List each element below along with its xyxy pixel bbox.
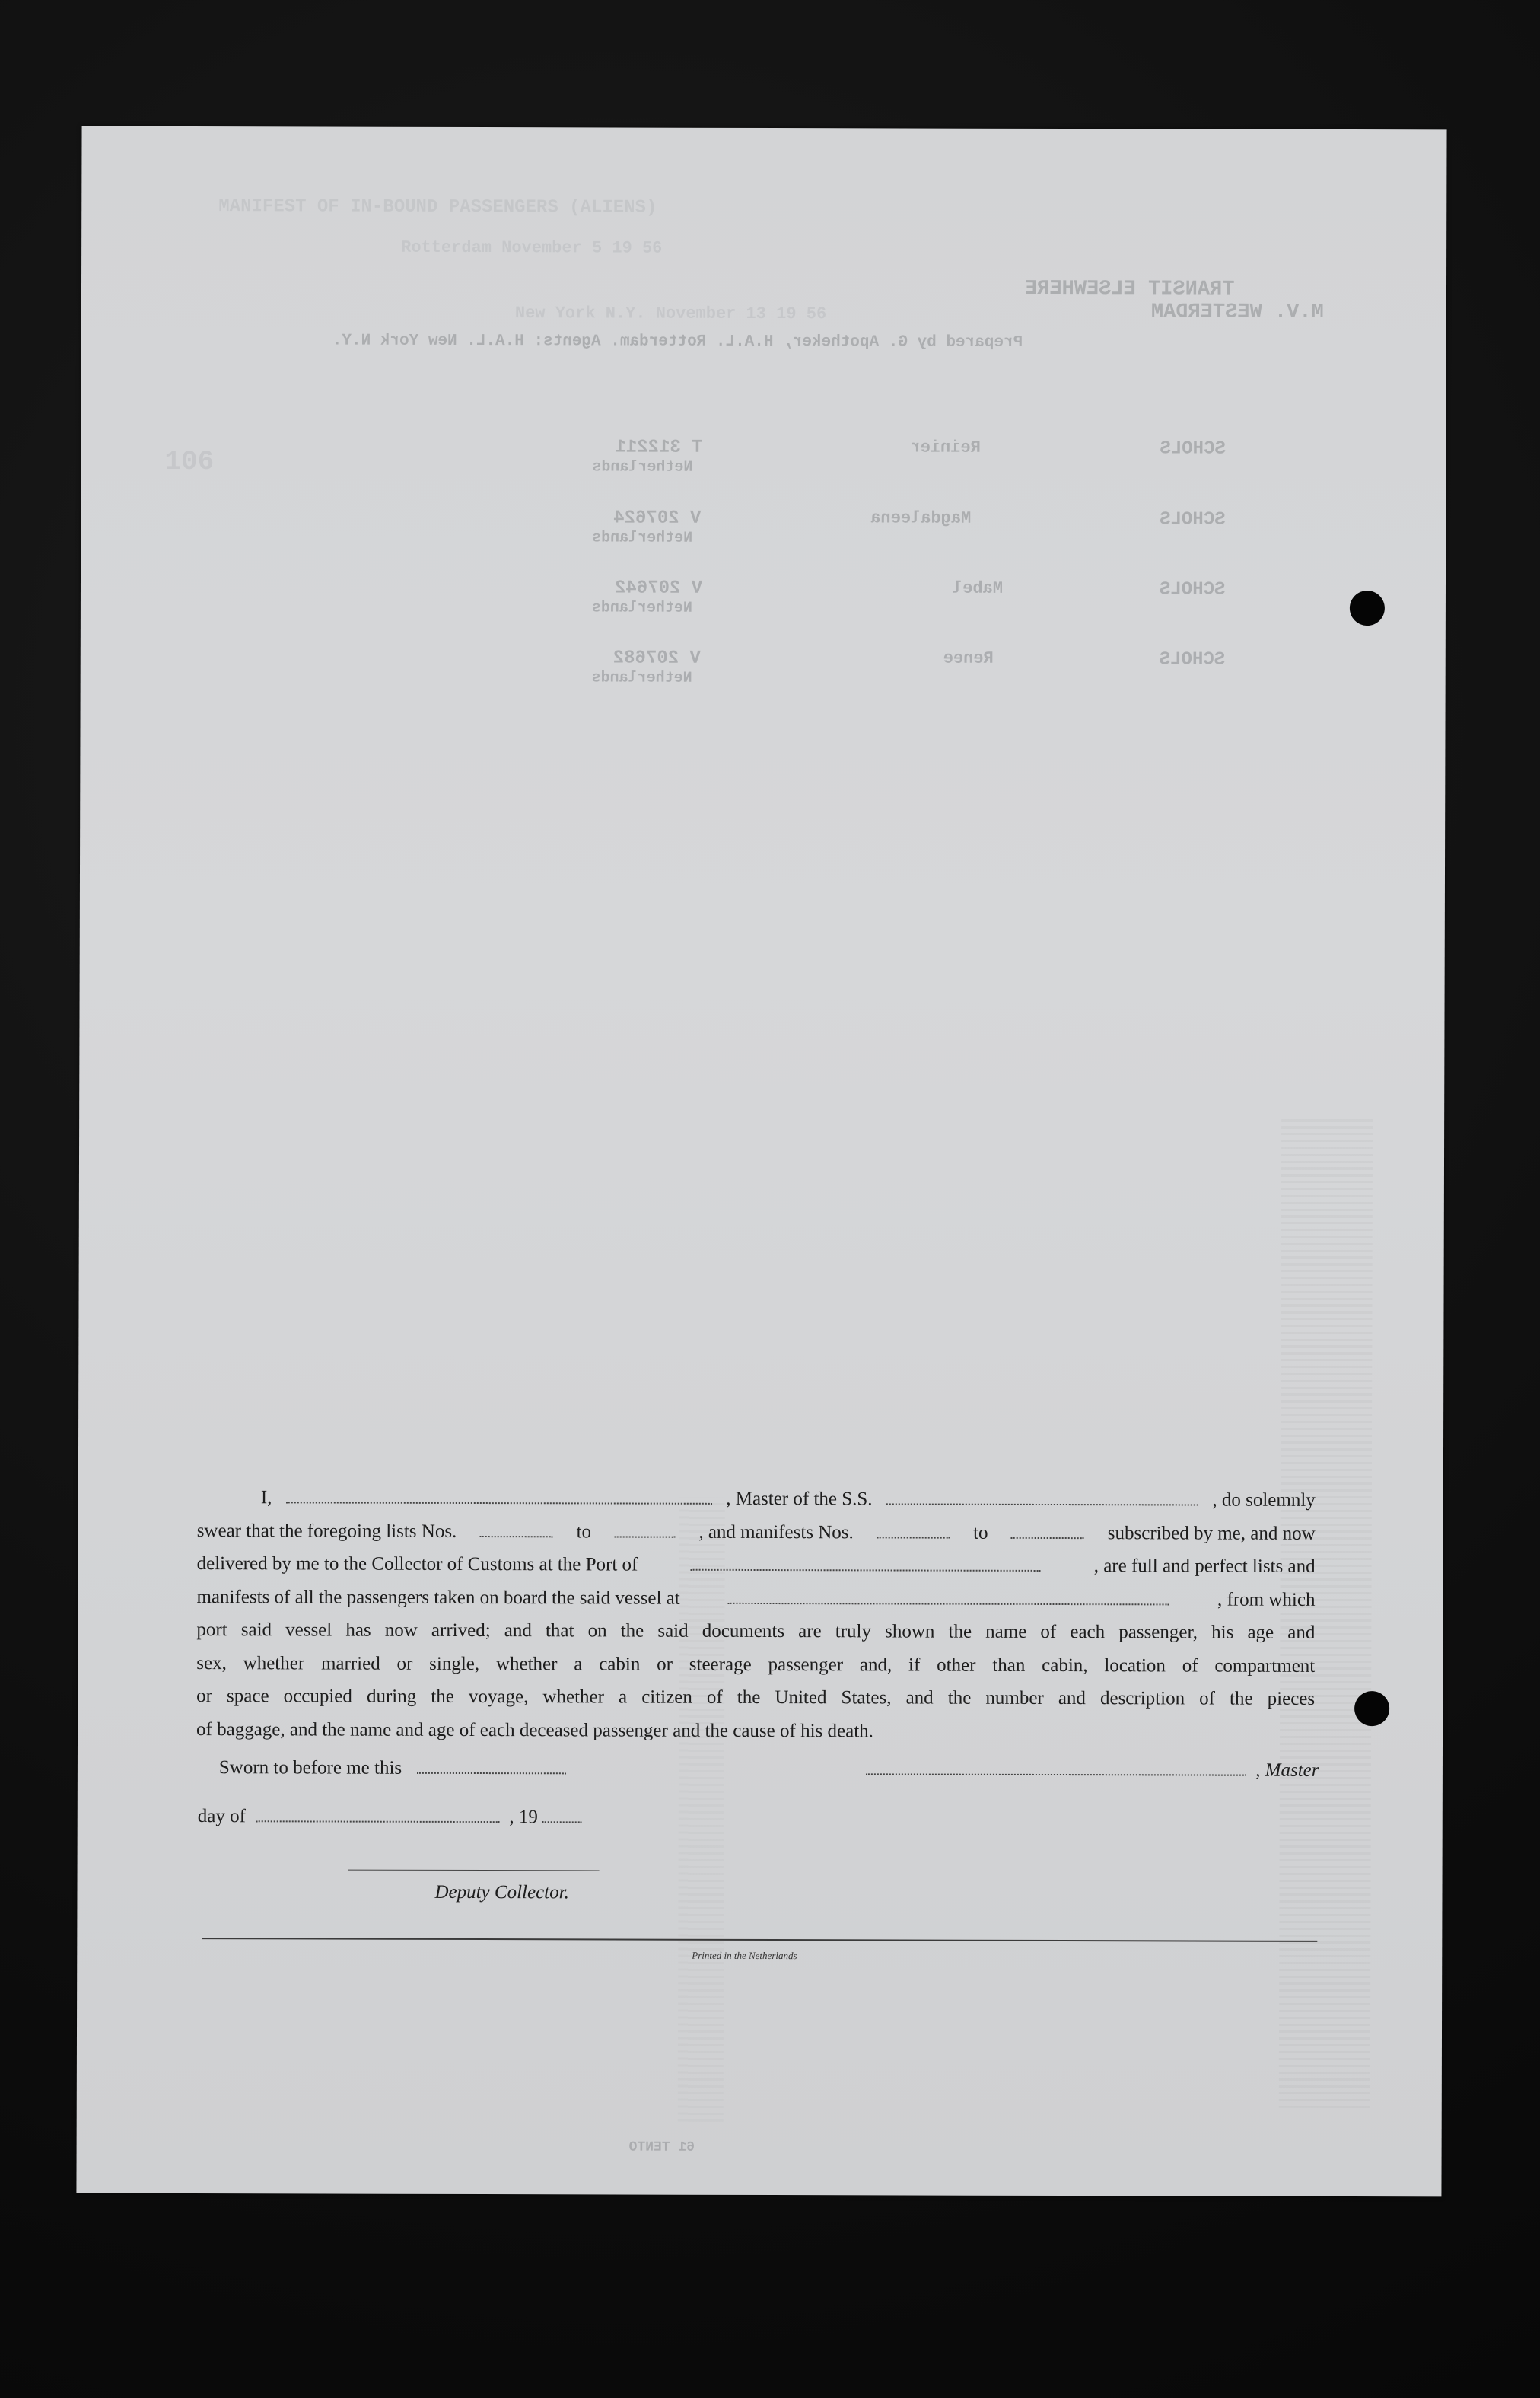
bleed-footer-stamp: 61 TENTO: [628, 2139, 695, 2155]
oath-block: [196, 1481, 1316, 1749]
oath-text: , Master of the S.S.: [726, 1488, 873, 1510]
oath-text: to: [973, 1522, 988, 1543]
oath-line-8: [196, 1713, 1315, 1749]
sworn-day-blank[interactable]: [417, 1756, 566, 1775]
bleed-row-3-doc: V 207642: [614, 578, 703, 599]
port-blank[interactable]: [691, 1552, 1041, 1572]
oath-text: , are full and perfect lists and: [1093, 1556, 1316, 1577]
oath-text: port said vessel has now arrived; and that on the said documents are truly shown the name of each passenger, his age and: [196, 1619, 1316, 1643]
ghost-manifest-sub1: Rotterdam November 5 19 56: [401, 237, 663, 258]
bleed-row-4-surname: SCHOLS: [1159, 649, 1226, 670]
oath-line-3: [197, 1547, 1316, 1583]
bleed-row-1-nat: Netherlands: [592, 458, 693, 476]
oath-text: of baggage, and the name and age of each deceased passenger and the cause of his death.: [196, 1718, 873, 1741]
ship-name-blank[interactable]: [886, 1486, 1198, 1505]
deputy-collector-label: Deputy Collector.: [434, 1881, 569, 1903]
oath-text: swear that the foregoing lists Nos.: [196, 1520, 457, 1542]
month-blank[interactable]: [256, 1804, 500, 1823]
oath-text: sex, whether married or single, whether a cabin or steerage passenger and, if other than cabin, location of compartment: [196, 1652, 1316, 1677]
bleed-row-4-nat: Netherlands: [591, 669, 692, 687]
oath-text: , from which: [1217, 1589, 1316, 1610]
bleed-row-4-given: Renee: [943, 648, 994, 668]
bleed-vessel: M.V. WESTERDAM: [1150, 301, 1324, 324]
ghost-manifest-title: MANIFEST OF IN-BOUND PASSENGERS (ALIENS): [218, 196, 657, 218]
manifest-page: [76, 126, 1446, 2197]
day-of-row: [198, 1804, 587, 1828]
manifest-to-blank[interactable]: [1011, 1520, 1084, 1538]
printed-in-label: Printed in the Netherlands: [692, 1949, 797, 1962]
bleed-row-3-surname: SCHOLS: [1159, 579, 1226, 600]
master-label: , Master: [1255, 1759, 1319, 1781]
bleed-row-4-doc: V 207682: [612, 648, 701, 669]
footer-rule: [202, 1938, 1317, 1942]
year-blank[interactable]: [542, 1804, 582, 1823]
bleed-row-3-given: Mabel: [952, 578, 1004, 598]
master-signature-row: [861, 1756, 1319, 1782]
oath-text: , and manifests Nos.: [698, 1521, 854, 1543]
oath-text: delivered by me to the Collector of Customs at the Port of: [196, 1553, 638, 1575]
sworn-row: [219, 1755, 571, 1779]
oath-line-2: [197, 1514, 1316, 1550]
bleed-prepared-by: Prepared by G. Apotheker, H.A.L. Rotterdam. Agents: H.A.L. New York N.Y.: [332, 332, 1023, 352]
bleed-row-2-surname: SCHOLS: [1160, 509, 1226, 530]
deputy-signature-line: [348, 1870, 600, 1871]
punch-hole: [1354, 1691, 1389, 1726]
bleed-row-1-given: Reinier: [910, 438, 981, 457]
oath-text: I,: [260, 1487, 272, 1508]
ghost-page-number: 106: [164, 445, 215, 478]
oath-line-6: [196, 1647, 1315, 1683]
oath-line-4: [196, 1581, 1315, 1616]
oath-line-5: [196, 1613, 1315, 1649]
ghost-manifest-sub2: New York N.Y. November 13 19 56: [514, 304, 827, 324]
bleed-row-2-given: Magdaleena: [870, 508, 972, 528]
oath-line-7: [196, 1680, 1315, 1715]
bleed-row-1-surname: SCHOLS: [1160, 438, 1226, 460]
master-signature-blank[interactable]: [866, 1756, 1246, 1775]
bleed-row-2-doc: V 207624: [613, 508, 702, 529]
oath-text: or space occupied during the voyage, whether a citizen of the United States, and the number and description of the pieces: [196, 1686, 1316, 1709]
bleed-row-2-nat: Netherlands: [592, 529, 693, 547]
oath-line-1: [197, 1481, 1316, 1517]
sworn-label: Sworn to before me this: [218, 1757, 402, 1779]
embark-port-blank[interactable]: [728, 1585, 1169, 1605]
list-to-blank[interactable]: [615, 1519, 676, 1537]
master-name-blank[interactable]: [286, 1485, 712, 1504]
year-prefix-label: , 19: [509, 1807, 538, 1828]
bleed-transit: TRANSIT ELSEWHERE: [1024, 277, 1235, 301]
oath-text: , do solemnly: [1212, 1489, 1316, 1511]
oath-text: subscribed by me, and now: [1107, 1522, 1316, 1544]
oath-text: manifests of all the passengers taken on board the said vessel at: [196, 1586, 680, 1609]
punch-hole: [1350, 591, 1385, 626]
manifest-from-blank[interactable]: [877, 1520, 950, 1538]
day-of-label: day of: [197, 1806, 246, 1827]
bleed-row-3-nat: Netherlands: [591, 599, 692, 617]
list-from-blank[interactable]: [480, 1519, 553, 1537]
bleed-row-1-doc: T 312211: [615, 437, 703, 458]
oath-text: to: [576, 1521, 592, 1542]
